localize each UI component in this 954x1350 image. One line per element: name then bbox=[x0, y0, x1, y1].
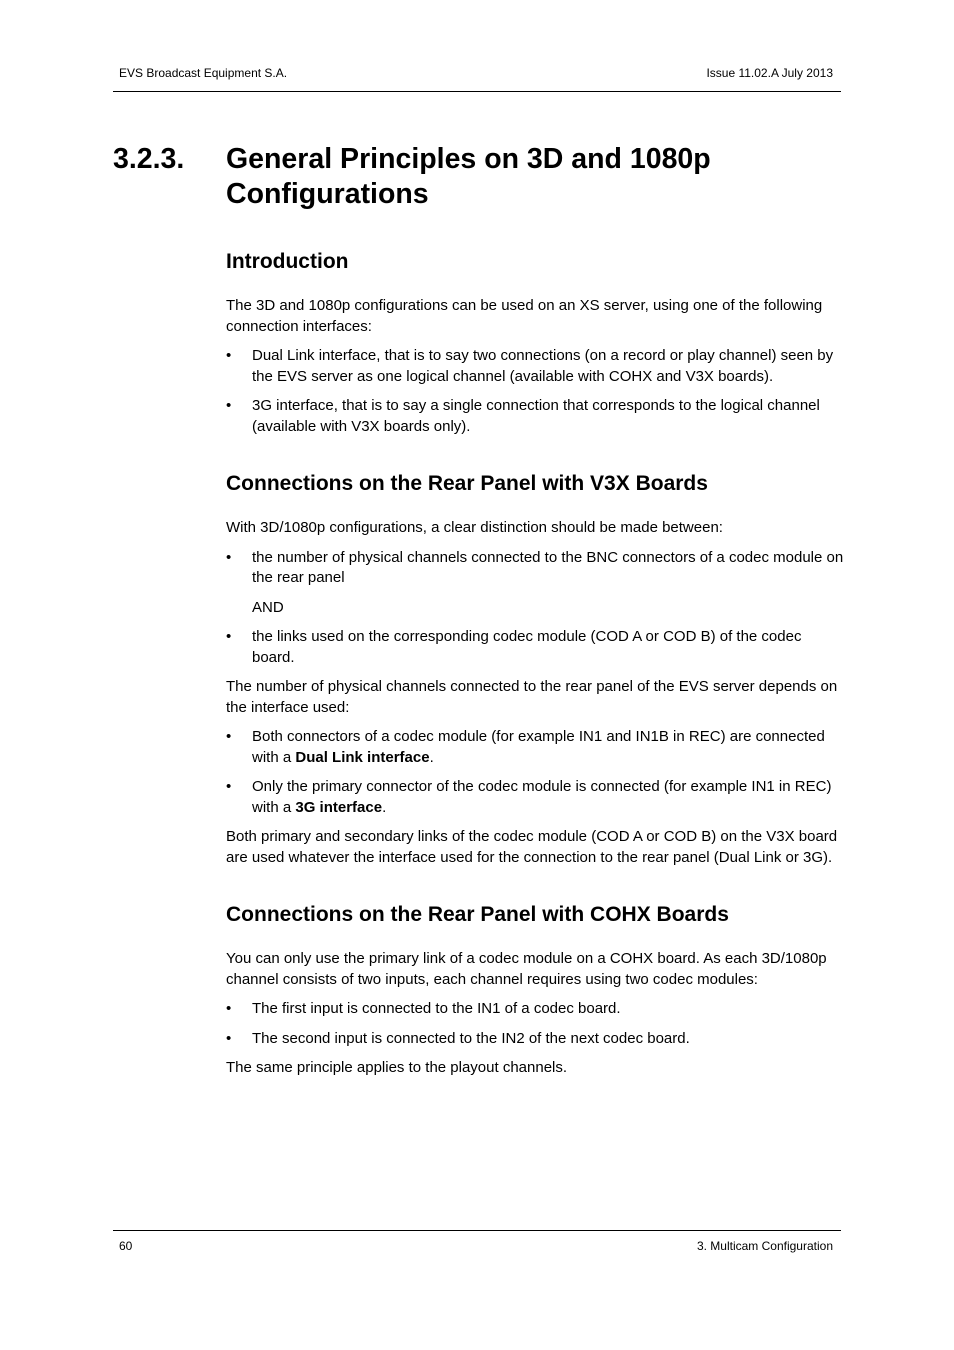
v3x-bullet-list-2 bbox=[226, 627, 844, 668]
page-header bbox=[113, 66, 841, 92]
list-item-text: The first input is connected to the IN1 of a codec board. bbox=[252, 1000, 621, 1017]
v3x-paragraph-1: With 3D/1080p configurations, a clear distinction should be made between: bbox=[226, 519, 723, 536]
list-item-text-bold: Dual Link interface bbox=[295, 748, 430, 766]
header-company: EVS Broadcast Equipment S.A. bbox=[119, 66, 288, 80]
cohx-bullet-list bbox=[226, 999, 844, 1049]
list-item bbox=[226, 346, 844, 387]
list-item-text: the number of physical channels connected to the BNC connectors of a codec module on the rear panel bbox=[252, 548, 844, 586]
v3x-paragraph-3: Both primary and secondary links of the codec module (COD A or COD B) on the V3X board are used whatever the interface used for the connection to the rear panel (Dual Link or 3G). bbox=[226, 828, 838, 866]
bullet-icon: • bbox=[226, 628, 232, 645]
header-issue: Issue 11.02.A July 2013 bbox=[706, 66, 833, 80]
cohx-section bbox=[226, 901, 844, 1079]
bullet-icon: • bbox=[226, 397, 232, 414]
list-item bbox=[226, 396, 844, 437]
section-title-text: General Principles on 3D and 1080p Configurations bbox=[226, 143, 711, 210]
footer-chapter: 3. Multicam Configuration bbox=[696, 1239, 833, 1253]
v3x-bullet-list-1 bbox=[226, 548, 844, 589]
list-item-text: the links used on the corresponding codec module (COD A or COD B) of the codec board. bbox=[252, 628, 802, 666]
bullet-icon: • bbox=[226, 778, 232, 795]
list-item bbox=[226, 999, 844, 1020]
v3x-section bbox=[226, 470, 844, 868]
list-item-text-pre: Only the primary connector of the codec module is connected (for example IN1 in REC) with a bbox=[252, 778, 832, 816]
bullet-icon: • bbox=[226, 347, 232, 364]
and-text: AND bbox=[252, 598, 284, 616]
v3x-bullet-list-3 bbox=[226, 727, 844, 818]
cohx-paragraph-1: You can only use the primary link of a codec module on a COHX board. As each 3D/1080p channel consists of two inputs, each channel requires using two codec modules: bbox=[226, 950, 827, 988]
list-item bbox=[226, 727, 844, 768]
list-item-text-pre: Both connectors of a codec module (for example IN1 and IN1B in REC) are connected with a bbox=[252, 728, 825, 766]
bullet-icon: • bbox=[226, 548, 232, 566]
intro-paragraph: The 3D and 1080p configurations can be used on an XS server, using one of the following connection interfaces: bbox=[226, 297, 823, 335]
intro-heading: Introduction bbox=[226, 250, 349, 273]
cohx-heading: Connections on the Rear Panel with COHX Boards bbox=[226, 903, 729, 926]
v3x-paragraph-2: The number of physical channels connected to the rear panel of the EVS server depends on the interface used: bbox=[226, 678, 838, 716]
cohx-paragraph-2: The same principle applies to the playout channels. bbox=[226, 1059, 568, 1076]
intro-section bbox=[226, 248, 844, 437]
section-number: 3.2.3. bbox=[113, 143, 185, 175]
list-item-text-bold: 3G interface bbox=[295, 798, 383, 816]
list-item bbox=[226, 1029, 844, 1050]
list-item bbox=[226, 777, 844, 818]
list-item-text-post: . bbox=[382, 798, 387, 816]
main-content bbox=[226, 248, 844, 1088]
page-number: 60 bbox=[119, 1239, 133, 1253]
page-footer bbox=[113, 1230, 841, 1261]
list-item-text: 3G interface, that is to say a single connection that corresponds to the logical channel (available with V3X boards only). bbox=[252, 397, 820, 435]
list-item-text: The second input is connected to the IN2 of the next codec board. bbox=[252, 1029, 690, 1047]
list-item bbox=[226, 627, 844, 668]
intro-bullet-list bbox=[226, 346, 844, 437]
bullet-icon: • bbox=[226, 1029, 232, 1047]
v3x-heading: Connections on the Rear Panel with V3X Boards bbox=[226, 472, 708, 495]
bullet-icon: • bbox=[226, 728, 232, 745]
bullet-icon: • bbox=[226, 1000, 232, 1017]
list-item-text-post: . bbox=[429, 748, 434, 766]
list-item bbox=[226, 548, 844, 589]
list-item-text: Dual Link interface, that is to say two connections (on a record or play channel) seen by the EVS server as one logical channel (available with COHX and V3X boards). bbox=[252, 347, 834, 385]
